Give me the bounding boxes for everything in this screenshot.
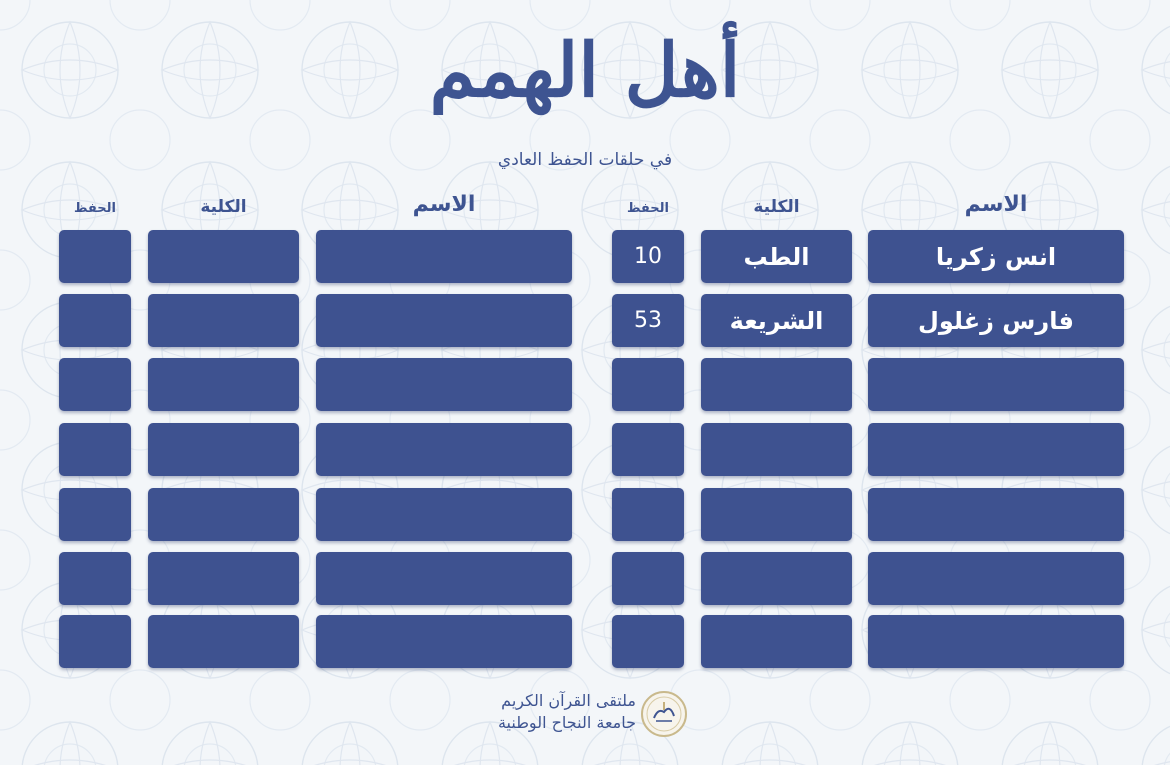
right-row-2-college: الشريعة bbox=[701, 294, 852, 347]
right-header-college: الكلية bbox=[753, 197, 800, 217]
left-row-5-college bbox=[148, 488, 299, 541]
left-row-1-name bbox=[316, 230, 572, 283]
right-row-2-name: فارس زغلول bbox=[868, 294, 1124, 347]
footer-organization bbox=[470, 690, 636, 734]
left-row-2-college bbox=[148, 294, 299, 347]
right-row-4-name bbox=[868, 423, 1124, 476]
left-row-1-college bbox=[148, 230, 299, 283]
left-row-2-name bbox=[316, 294, 572, 347]
right-header-memorized: الحفظ bbox=[627, 201, 669, 216]
right-header-name: الاسم bbox=[964, 192, 1028, 217]
right-row-6-college bbox=[701, 552, 852, 605]
footer-line-2: جامعة النجاح الوطنية bbox=[497, 713, 636, 732]
seal-logo-icon bbox=[640, 690, 688, 738]
right-row-1-college: الطب bbox=[701, 230, 852, 283]
right-row-3-memorized bbox=[612, 358, 684, 411]
right-row-1-memorized: 10 bbox=[612, 230, 684, 283]
right-row-1-name: انس زكريا bbox=[868, 230, 1124, 283]
page-title: أهل الهمم bbox=[429, 28, 741, 114]
left-row-4-college bbox=[148, 423, 299, 476]
left-row-4-memorized bbox=[59, 423, 131, 476]
right-row-5-memorized bbox=[612, 488, 684, 541]
right-row-3-name bbox=[868, 358, 1124, 411]
right-row-6-name bbox=[868, 552, 1124, 605]
left-row-1-memorized bbox=[59, 230, 131, 283]
right-row-3-college bbox=[701, 358, 852, 411]
left-header-college: الكلية bbox=[200, 197, 247, 217]
left-row-2-memorized bbox=[59, 294, 131, 347]
page-subtitle: في حلقات الحفظ العادي bbox=[497, 150, 673, 170]
left-row-7-name bbox=[316, 615, 572, 668]
left-row-6-memorized bbox=[59, 552, 131, 605]
left-row-7-college bbox=[148, 615, 299, 668]
right-row-4-memorized bbox=[612, 423, 684, 476]
right-row-6-memorized bbox=[612, 552, 684, 605]
right-row-7-memorized bbox=[612, 615, 684, 668]
left-header-name: الاسم bbox=[412, 192, 476, 217]
left-row-5-name bbox=[316, 488, 572, 541]
left-row-3-college bbox=[148, 358, 299, 411]
left-row-5-memorized bbox=[59, 488, 131, 541]
left-row-3-memorized bbox=[59, 358, 131, 411]
right-row-5-name bbox=[868, 488, 1124, 541]
left-header-memorized: الحفظ bbox=[74, 201, 116, 216]
right-row-7-college bbox=[701, 615, 852, 668]
left-row-7-memorized bbox=[59, 615, 131, 668]
right-row-5-college bbox=[701, 488, 852, 541]
right-row-7-name bbox=[868, 615, 1124, 668]
left-row-6-name bbox=[316, 552, 572, 605]
left-row-4-name bbox=[316, 423, 572, 476]
footer-line-1: ملتقى القرآن الكريم bbox=[501, 691, 636, 710]
left-row-6-college bbox=[148, 552, 299, 605]
left-row-3-name bbox=[316, 358, 572, 411]
right-row-2-memorized: 53 bbox=[612, 294, 684, 347]
right-row-4-college bbox=[701, 423, 852, 476]
